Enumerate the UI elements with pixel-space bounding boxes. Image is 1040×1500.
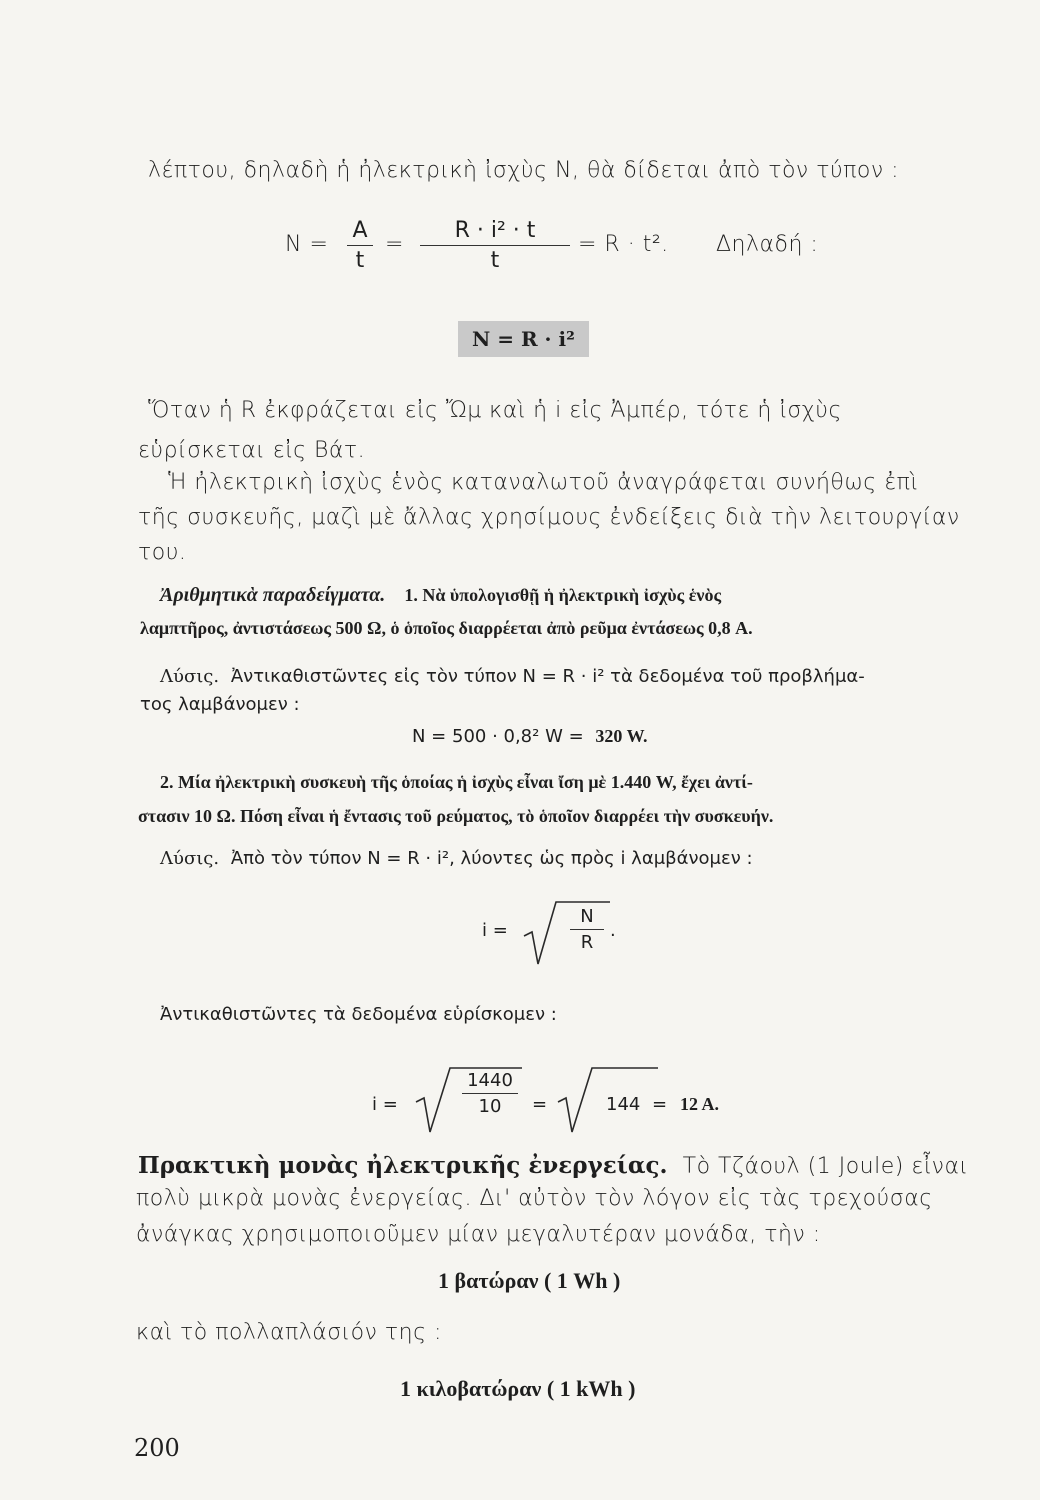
solution1-label: Λύσις. bbox=[160, 666, 220, 687]
solution2-line1 bbox=[160, 848, 753, 869]
root2-lhs: i = bbox=[372, 1094, 398, 1115]
solution2-label: Λύσις. bbox=[160, 848, 220, 869]
fraction-numerator: R · i² · t bbox=[454, 218, 536, 243]
fraction-rit-over-t bbox=[420, 218, 570, 273]
fraction-denominator: 10 bbox=[478, 1096, 502, 1117]
fraction-bar bbox=[420, 245, 570, 246]
fraction-bar bbox=[462, 1093, 518, 1094]
fraction-numerator: N bbox=[580, 906, 594, 927]
boxed-formula: N = R · i² bbox=[458, 321, 589, 357]
formula-eq: = bbox=[385, 232, 404, 257]
root2-fraction bbox=[462, 1070, 518, 1117]
fraction-denominator: R bbox=[580, 932, 594, 953]
para3-line2: πολὺ μικρὰ μονὰς ἐνεργείας. Δι' αὐτὸν τὸν λόγον εἰς τὰς τρεχούσας bbox=[136, 1186, 933, 1211]
example2-line2: στασιν 10 Ω. Πόση εἶναι ἡ ἔντασις τοῦ ρεύματος, τὸ ὁποῖον διαρρέει τὴν συσκευήν. bbox=[138, 806, 774, 826]
solution1-text: Ἀντικαθιστῶντες εἰς τὸν τύπον N = R · i² τὰ δεδομένα τοῦ προβλήμα- bbox=[230, 666, 865, 687]
section-heading-rest: Τὸ Τζάουλ (1 Joule) εἶναι bbox=[682, 1154, 969, 1179]
root2-result: 12 A. bbox=[680, 1094, 720, 1114]
solution1-line1 bbox=[160, 666, 865, 687]
unit-kilowatt-hour: 1 κιλοβατώραν ( 1 kWh ) bbox=[400, 1376, 636, 1401]
fraction-a-over-t bbox=[347, 218, 373, 273]
section-first-line bbox=[138, 1152, 968, 1179]
root2-inner: 144 bbox=[606, 1094, 641, 1115]
root1-tail: . bbox=[610, 920, 616, 941]
formula-rhs: = R · t². bbox=[578, 232, 669, 257]
root2-eq: = bbox=[532, 1094, 548, 1115]
solution1-formula: N = 500 · 0,8² W = bbox=[412, 726, 584, 747]
fraction-numerator: 1440 bbox=[467, 1070, 513, 1091]
substitution-line: Ἀντικαθιστῶντες τὰ δεδομένα εὑρίσκομεν : bbox=[160, 1004, 557, 1025]
examples-title: Ἀριθμητικὰ παραδείγματα. bbox=[160, 584, 386, 606]
page-number: 200 bbox=[134, 1434, 180, 1462]
example1-line1: 1. Νὰ ὑπολογισθῇ ἡ ἠλεκτρικὴ ἰσχὺς ἑνὸς bbox=[404, 585, 722, 605]
solution1-result: 320 W. bbox=[595, 726, 648, 746]
formula-tail: Δηλαδή : bbox=[716, 232, 819, 257]
solution2-text: Ἀπὸ τὸν τύπον N = R · i², λύοντες ὡς πρὸς i λαμβάνομεν : bbox=[230, 848, 753, 869]
root1-fraction bbox=[570, 906, 604, 953]
unit-watt-hour: 1 βατώραν ( 1 Wh ) bbox=[438, 1268, 621, 1293]
para1-line2: εὑρίσκεται εἰς Βάτ. bbox=[138, 438, 366, 463]
para2-line2: τῆς συσκευῆς, μαζὶ μὲ ἄλλας χρησίμους ἐνδείξεις διὰ τὴν λειτουργίαν bbox=[138, 505, 960, 530]
fraction-bar bbox=[347, 245, 373, 246]
fraction-denominator: t bbox=[355, 248, 365, 273]
root2-rhs: = bbox=[652, 1094, 668, 1115]
para2-line3: του. bbox=[138, 540, 187, 565]
fraction-bar bbox=[570, 929, 604, 930]
solution1-line2: τος λαμβάνομεν : bbox=[140, 694, 300, 715]
formula-lhs: N = bbox=[285, 232, 329, 257]
para4: καὶ τὸ πολλαπλάσιόν της : bbox=[136, 1320, 442, 1345]
intro-line: λέπτου, δηλαδὴ ἡ ἠλεκτρικὴ ἰσχὺς N, θὰ δίδεται ἀπὸ τὸν τύπον : bbox=[148, 158, 900, 183]
root1-lhs: i = bbox=[482, 920, 508, 941]
fraction-numerator: A bbox=[352, 218, 368, 243]
example1-line2: λαμπτῆρος, ἀντιστάσεως 500 Ω, ὁ ὁποῖος διαρρέεται ἀπὸ ρεῦμα ἐντάσεως 0,8 A. bbox=[140, 618, 753, 638]
para3-line3: ἀνάγκας χρησιμοποιοῦμεν μίαν μεγαλυτέραν μονάδα, τὴν : bbox=[136, 1222, 821, 1247]
section-heading: Πρακτικὴ μονὰς ἠλεκτρικῆς ἐνεργείας. bbox=[138, 1152, 668, 1179]
para2-line1: Ἡ ἠλεκτρικὴ ἰσχὺς ἑνὸς καταναλωτοῦ ἀναγράφεται συνήθως ἐπὶ bbox=[168, 470, 919, 495]
example1-first-line bbox=[160, 584, 721, 607]
example2-line1: 2. Μία ἠλεκτρικὴ συσκευὴ τῆς ὁποίας ἡ ἰσχὺς εἶναι ἴση μὲ 1.440 W, ἔχει ἀντί- bbox=[160, 772, 753, 792]
fraction-denominator: t bbox=[490, 248, 500, 273]
para1-line1: Ὅταν ἡ R ἐκφράζεται εἰς Ὤμ καὶ ἡ i εἰς Ἀμπέρ, τότε ἡ ἰσχὺς bbox=[148, 398, 842, 423]
solution1-formula-row bbox=[412, 726, 647, 747]
